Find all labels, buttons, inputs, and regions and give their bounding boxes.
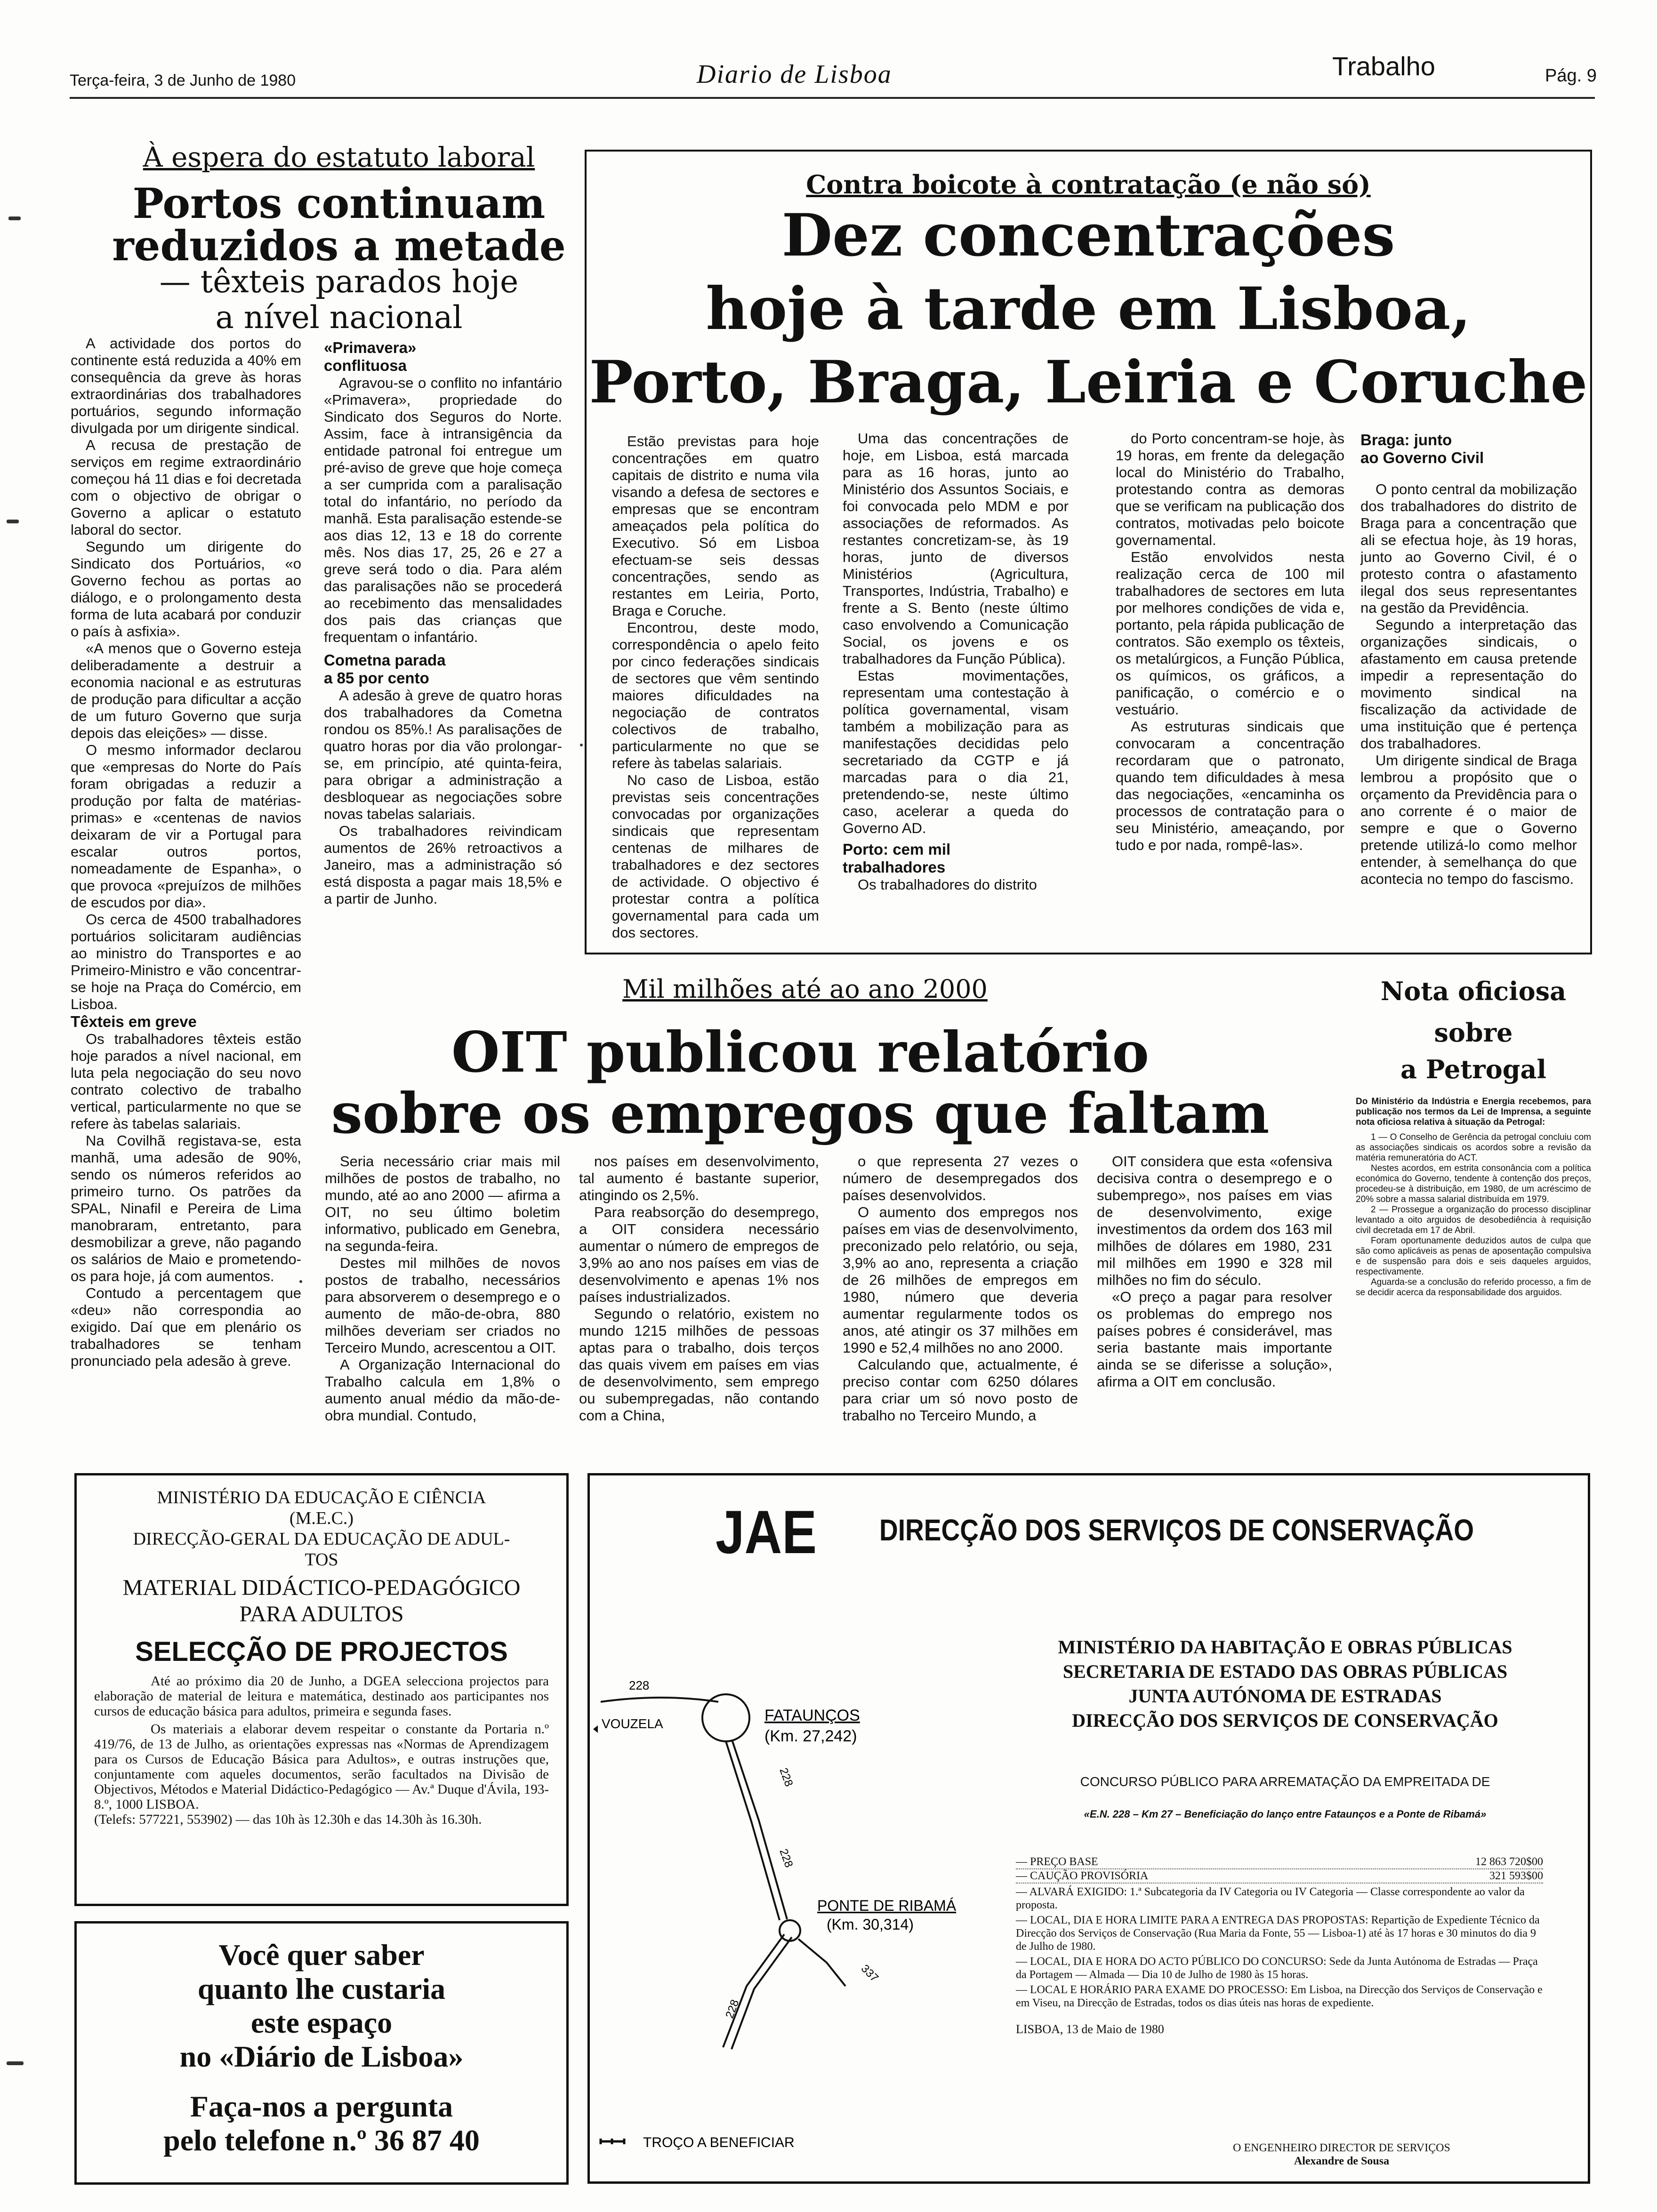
promo-line-4: no «Diário de Lisboa» [179, 2040, 464, 2073]
preco-value: 12 863 720$00 [1475, 1856, 1543, 1868]
jae-obra: «E.N. 228 – Km 27 – Beneficiação do lanço entre Fataunços e a Ponte de Ribamá» [1084, 1808, 1487, 1820]
oit-p: Seria necessário criar mais mil milhões de postos de trabalho, no mundo, até ao ano 2000 — afirma a OIT, no seu último boletim informativo, publicado em Genebra, na segunda-feira. [325, 1153, 560, 1254]
jae-conditions [1016, 1855, 1543, 2036]
portos-p: A recusa de prestação de serviços em regime extraordinário começou há 11 dias e foi decretada com o objectivo de obrigar o Governo a aplicar o estatuto laboral do sector. [71, 437, 301, 538]
road-228-southwest-b [732, 1937, 792, 2049]
page-number: Pág. 9 [1545, 66, 1597, 86]
ponte-node [780, 1920, 800, 1941]
nota-p: Nestes acordos, em estrita consonância com a política económica do Governo, tendente à contenção dos preços, procedeu-se à distribuição, em 1980, de um acréscimo de 20% sobre a massa salarial distribuída em 1979. [1356, 1163, 1591, 1204]
map-arrow-west [593, 1725, 598, 1733]
nota-column [1356, 1097, 1591, 1298]
preco-label: — PREÇO BASE [1016, 1856, 1098, 1868]
map-label-legend: TROÇO A BENEFICIAR [643, 2135, 795, 2150]
map-label-228-c: 228 [777, 1847, 796, 1869]
conc-column-2 [843, 430, 1069, 893]
oit-p: O aumento dos empregos nos países em vias de desenvolvimento, preconizado pelo relatório, ou seja, 3,9% ao ano, representa a criação de 26 milhões de empregos em 1980, número que deveria aumentar regularmente todos os anos, até atingir os 37 milhões em 1990 e 52,4 milhões no ano 2000. [843, 1204, 1078, 1356]
alvara: — ALVARÁ EXIGIDO: 1.ª Subcategoria da IV Categoria ou IV Categoria — Classe correspondente ao valor da proposta. [1016, 1886, 1525, 1911]
jae-logo: JAE [716, 1498, 817, 1566]
nota-p: 2 — Prossegue a organização do processo disciplinar levantado a oito arguidos de desobediência à requisição civil decretada em 17 de Abril. [1356, 1205, 1591, 1235]
map-label-228-a: 228 [629, 1678, 650, 1692]
map-label-vouzela: VOUZELA [602, 1716, 663, 1731]
conc-p: Uma das concentrações de hoje, em Lisboa, está marcada para as 16 horas, junto ao Ministério dos Assuntos Sociais, e foi convocada pelo MDM e por associações de reformados. As restantes concretizam-se, às 19 horas, junto de diversos Ministérios (Agricultura, Transportes, Indústria, Trabalho) e frente a S. Bento (neste último caso envolvendo a Comunicação Social, os jovens e os trabalhadores da Função Pública). [843, 430, 1069, 667]
nota-p: Aguarda-se a conclusão do referido processo, a fim de se decidir acerca da responsabilidade dos arguidos. [1356, 1277, 1591, 1298]
section-name: Trabalho [1332, 51, 1435, 81]
subhead-braga: Braga: junto [1360, 431, 1452, 449]
fatauncos-node [702, 1694, 749, 1741]
road-228-west [601, 1698, 718, 1702]
mec-line-6: PARA ADULTOS [239, 1602, 404, 1627]
sign-name: Alexandre de Sousa [1294, 2155, 1390, 2167]
portos-p: Segundo um dirigente do Sindicato dos Portuários, «o Governo fechou as portas ao diálogo, e o prolongamento desta forma de luta acabará por conduzir o país à asfixia». [71, 538, 301, 640]
map-label-ponte: PONTE DE RIBAMÁ [817, 1897, 957, 1914]
conc-column-3 [1116, 430, 1344, 854]
jae-heading: DIRECÇÃO DOS SERVIÇOS DE CONSERVAÇÃO [879, 1513, 1474, 1547]
subhead-primavera-2: conflituosa [324, 357, 407, 374]
concentracoes-title-3: Porto, Braga, Leiria e Coruche [589, 348, 1588, 417]
promo-line-3: este espaço [250, 2006, 393, 2039]
mec-line-4: TOS [305, 1550, 338, 1570]
mec-p3: (Telefs: 577221, 553902) — das 10h às 12.30h e das 14.30h às 16.30h. [94, 1812, 482, 1827]
portos-p: O mesmo informador declarou que «empresas do Norte do País foram obrigadas a reduzir a produção por falta de matérias-primas» e «centenas de navios deixaram de vir a Portugal para escalar outros portos, nomeadamente de Espanha», o que provoca «prejuízos de milhões de escudos por dia». [71, 742, 301, 911]
oit-column-2 [579, 1153, 819, 1424]
caucao-row [1016, 1869, 1543, 1883]
portos-deck-2: a nível nacional [215, 299, 463, 336]
portos-title-2: reduzidos a metade [112, 221, 566, 270]
portos-p: Os trabalhadores reivindicam aumentos de 26% retroactivos a Janeiro, mas a administração só está disposta a pagar mais 18,5% e a partir de Junho. [324, 823, 562, 907]
subhead-texteis: Têxteis em greve [71, 1013, 197, 1030]
concentracoes-kicker: Contra boicote à contratação (e não só) [806, 169, 1371, 200]
oit-kicker: Mil milhões até ao ano 2000 [622, 974, 988, 1004]
oit-p: A Organização Internacional do Trabalho calcula em 1,8% o aumento anual médio da mão-de-obra mundial. Contudo, [325, 1356, 560, 1424]
scan-speck [8, 216, 21, 220]
promo-line-2: quanto lhe custaria [197, 1972, 446, 2005]
oit-p: Calculando que, actualmente, é preciso contar com 6250 dólares para criar um só novo posto de trabalho no Terceiro Mundo, a [843, 1356, 1078, 1424]
mec-p1: Até ao próximo dia 20 de Junho, a DGEA selecciona projectos para elaboração de material de leitura e matemática, destinado aos participantes nos cursos de educação básica para adultos, primeira e segunda fases. [94, 1674, 549, 1719]
jae-min-4: DIRECÇÃO DOS SERVIÇOS DE CONSERVAÇÃO [1072, 1710, 1498, 1731]
jae-route-map [591, 1657, 968, 2165]
mec-line-3: DIRECÇÃO-GERAL DA EDUCAÇÃO DE ADUL- [133, 1529, 510, 1549]
oit-p: Segundo o relatório, existem no mundo 1215 milhões de pessoas aptas para o trabalho, dois terços das quais vivem em países em vias de desenvolvimento, sem emprego ou subempregadas, não contando com a China, [579, 1306, 819, 1424]
subhead-cometna: Cometna parada [324, 651, 446, 669]
oit-column-4 [1097, 1153, 1332, 1390]
conc-p: Segundo a interpretação das organizações sindicais, o afastamento em causa pretende impedir a representação do movimento sindical na fiscalização da actividade de uma instituição que é pertença dos trabalhadores. [1360, 617, 1577, 752]
conc-p: do Porto concentram-se hoje, às 19 horas, em frente da delegação local do Ministério do Trabalho, protestando contra as demoras que se verificam na publicação dos contratos, motivadas pelo boicote governamental. [1116, 430, 1344, 548]
portos-column-2 [324, 339, 562, 907]
road-337 [798, 1939, 845, 1986]
nota-title-1: Nota oficiosa [1380, 976, 1567, 1006]
conc-column-1 [612, 433, 819, 941]
oit-title-1: OIT publicou relatório [451, 1019, 1150, 1085]
scan-speck [7, 520, 19, 523]
caucao-label: — CAUÇÃO PROVISÓRIA [1016, 1870, 1149, 1882]
jae-concurso: CONCURSO PÚBLICO PARA ARREMATAÇÃO DA EMPREITADA DE [1080, 1774, 1490, 1789]
map-label-337: 337 [858, 1962, 881, 1985]
oit-p: Para reabsorção do desemprego, a OIT considera necessário aumentar o número de empregos de 3,9% ao ano nos países em vias de desenvolvimento e apenas 1% nos países industrializados. [579, 1204, 819, 1305]
nota-intro: Do Ministério da Indústria e Energia recebemos, para publicação nos termos da Lei de Imprensa, a seguinte nota oficiosa relativa à situação da Petrogal: [1356, 1097, 1591, 1127]
portos-p: «A menos que o Governo esteja deliberadamente a destruir a economia nacional e as estruturas de produção para dificultar a acção de um futuro Governo que surja depois das eleições» — disse. [71, 640, 301, 741]
nota-p: Foram oportunamente deduzidos autos de culpa que são como aplicáveis as penas de aposentação compulsiva e de suspensão para dois e seis daqueles arguidos, respectivamente. [1356, 1236, 1591, 1277]
mec-line-5: MATERIAL DIDÁCTICO-PEDAGÓGICO [122, 1575, 521, 1600]
map-label-228-b: 228 [777, 1766, 796, 1788]
sign-title: O ENGENHEIRO DIRECTOR DE SERVIÇOS [1233, 2142, 1450, 2154]
local-3: — LOCAL E HORÁRIO PARA EXAME DO PROCESSO: Em Lisboa, na Direcção dos Serviços de Conservação e em Viseu, na Direcção de Estradas, todos os dias úteis nas horas de expediente. [1016, 1984, 1543, 2009]
map-label-fatauncos-km: (Km. 27,242) [764, 1727, 857, 1745]
subhead-porto-2: trabalhadores [843, 858, 946, 876]
conc-p: Estas movimentações, representam uma contestação à política governamental, visam também a mobilização para as manifestações decididas pelo secretariado da CGTP e já marcadas para o dia 21, pretendendo-se, neste último caso, acelerar a queda do Governo AD. [843, 667, 1069, 836]
map-label-fatauncos: FATAUNÇOS [764, 1707, 860, 1724]
conc-p: Estão previstas para hoje concentrações em quatro capitais de distrito e numa vila visando a defesa de sectores e empresas que se encontram ameaçados pela política do Executivo. Só em Lisboa efectuam-se seis dessas concentrações, sendo as restantes em Leiria, Porto, Braga e Coruche. [612, 433, 819, 619]
portos-p: A actividade dos portos do continente está reduzida a 40% em consequência da greve às horas extraordinárias dos trabalhadores portuários, segundo informação divulgada por um dirigente sindical. [71, 335, 301, 436]
oit-column-1 [325, 1153, 560, 1424]
oit-p: Destes mil milhões de novos postos de trabalho, necessários para absorverem o desemprego e o aumento de mão-de-obra, 880 milhões deveriam ser criados no Terceiro Mundo, acrescentou a OIT. [325, 1255, 560, 1356]
masthead-date: Terça-feira, 3 de Junho de 1980 [70, 72, 296, 89]
conc-p: No caso de Lisboa, estão previstas seis concentrações convocadas por organizações sindicais que representam centenas de milhares de trabalhadores e dez sectores de actividade. O objectivo é protestar contra a política governamental para cada um dos sectores. [612, 772, 819, 941]
local-1: — LOCAL, DIA E HORA LIMITE PARA A ENTREGA DAS PROPOSTAS: Repartição de Expediente Técnico da Direcção dos Serviços de Conservação (Rua Maria da Fonte, 55 — Lisboa-1) até às 17 horas e 30 minutos do dia 9 de Julho de 1980. [1016, 1914, 1540, 1953]
oit-title-2: sobre os empregos que faltam [331, 1081, 1270, 1146]
conc-p: As estruturas sindicais que convocaram a concentração recordaram que o patronato, quando tem dificuldades à mesa das negociações, «encaminha os processos de contratação para o seu Ministério, ameaçando, por tudo e por nada, rompê-las». [1116, 718, 1344, 853]
mec-p2: Os materiais a elaborar devem respeitar o constante da Portaria n.º 419/76, de 13 de Julho, as orientações expressas nas «Normas de Aprendizagem para os Cursos de Educação Básica para Adultos», e outras instruções que, conjuntamente com aqueles documentos, serão facultados na Divisão de Objectivos, Métodos e Material Didáctico-Pedagógico — Av.ª Duque d'Ávila, 193-8.º, 1000 LISBOA. [94, 1722, 549, 1812]
oit-p: OIT considera que esta «ofensiva decisiva contra o desemprego e o subemprego», nos países em vias de desenvolvimento, exige investimentos da ordem dos 163 mil milhões de dólares em 1980, 231 mil milhões em 1990 e 328 mil milhões no fim do século. [1097, 1153, 1332, 1288]
mec-title: SELECÇÃO DE PROJECTOS [135, 1636, 508, 1667]
mec-line-1: MINISTÉRIO DA EDUCAÇÃO E CIÊNCIA [157, 1488, 486, 1507]
conc-p: Encontrou, deste modo, correspondência o apelo feito por cinco federações sindicais de sectores que vêm sentindo maiores dificuldades na negociação de contratos colectivos de trabalho, particularmente no que se refere às tabelas salariais. [612, 619, 819, 771]
jae-signature [1153, 2141, 1530, 2168]
concentracoes-title-2: hoje à tarde em Lisboa, [706, 275, 1471, 343]
preco-row [1016, 1855, 1543, 1869]
oit-p: «O preço a pagar para resolver os problemas do emprego nos países pobres é considerável, mas seria bastante mais importante ainda se se diferisse a solução», afirma a OIT em conclusão. [1097, 1289, 1332, 1390]
road-228-south-b [732, 1741, 787, 1919]
subhead-braga-2: ao Governo Civil [1360, 449, 1484, 466]
portos-p: Na Covilhã registava-se, esta manhã, uma adesão de 90%, sendo os números referidos ao primeiro turno. Os patrões da SPAL, Ninafil e Pereira de Lima manobraram, entretanto, para desmobilizar a greve, não pagando os salários de Maio e prometendo-os para hoje, já com aumentos. [71, 1132, 301, 1284]
portos-p: A adesão à greve de quatro horas dos trabalhadores da Cometna rondou os 85%.! As paralisações de quatro horas por dia vão prolongar-se, em princípio, até quinta-feira, para obrigar a administração a desbloquear as negociações sobre novas tabelas salariais. [324, 687, 562, 822]
jae-min-2: SECRETARIA DE ESTADO DAS OBRAS PÚBLICAS [1062, 1661, 1508, 1682]
mec-ad-content [94, 1487, 549, 1827]
jae-date: LISBOA, 13 de Maio de 1980 [1016, 2022, 1164, 2036]
promo-line-5: Faça-nos a pergunta [190, 2090, 453, 2123]
conc-column-4 [1360, 431, 1577, 888]
conc-p: Os trabalhadores do distrito [858, 876, 1037, 893]
portos-deck-1: — têxteis parados hoje [159, 264, 519, 300]
jae-ministry-block [1007, 1635, 1563, 1733]
promo-line-6: pelo telefone n.º 36 87 40 [163, 2124, 480, 2157]
subhead-cometna-2: a 85 por cento [324, 669, 429, 687]
oit-p: o que representa 27 vezes o número de desempregados dos países desenvolvidos. [843, 1153, 1078, 1203]
portos-title-1: Portos continuam [132, 179, 546, 228]
nota-title-3: a Petrogal [1400, 1054, 1546, 1084]
local-2: — LOCAL, DIA E HORA DO ACTO PÚBLICO DO CONCURSO: Sede da Junta Autónoma de Estradas — Praça da Portagem — Almada — Dia 10 de Julho de 1980 às 15 horas. [1016, 1956, 1538, 1981]
portos-p: Os cerca de 4500 trabalhadores portuários solicitaram audiências ao ministro do Transportes e ao Primeiro-Ministro e vão concentrar-se hoje na Praça do Comércio, em Lisboa. [71, 911, 301, 1012]
conc-p: O ponto central da mobilização dos trabalhadores do distrito de Braga para a concentração que ali se efectua hoje, às 19 horas, junto ao Governo Civil, é o protesto contra o afastamento ilegal dos seus representantes na gestão da Previdência. [1360, 481, 1577, 616]
portos-p: Os trabalhadores têxteis estão hoje parados a nível nacional, em luta pela negociação do seu novo contrato colectivo de trabalho vertical, particularmente no que se refere às tabelas salariais. [71, 1031, 301, 1132]
oit-column-3 [843, 1153, 1078, 1424]
scan-speck [580, 744, 583, 746]
portos-p: Contudo a percentagem que «deu» não correspondia ao exigido. Daí que em plenário os trabalhadores se tenham pronunciado pela adesão à greve. [71, 1285, 301, 1369]
nota-p: 1 — O Conselho de Gerência da petrogal concluiu com as associações sindicais os acordos sobre a revisão da matéria remuneratória do ACT. [1356, 1132, 1591, 1163]
promo-line-1: Você quer saber [218, 1938, 425, 1972]
caucao-value: 321 593$00 [1489, 1870, 1543, 1882]
conc-p: Estão envolvidos nesta realização cerca de 100 mil trabalhadores de sectores em luta por melhores condições de vida e, portanto, pela rápida publicação de contratos. São exemplo os têxteis, os metalúrgicos, a Função Pública, os químicos, os gráficos, a panificação, o comércio e o vestuário. [1116, 549, 1344, 718]
mec-line-2: (M.E.C.) [289, 1508, 354, 1528]
jae-min-3: JUNTA AUTÓNOMA DE ESTRADAS [1128, 1685, 1442, 1707]
map-label-228-d: 228 [723, 1998, 742, 2020]
oit-p: nos países em desenvolvimento, tal aumento é bastante superior, atingindo os 2,5%. [579, 1153, 819, 1203]
scan-speck [299, 1280, 302, 1283]
concentracoes-title-1: Dez concentrações [781, 201, 1395, 270]
portos-kicker: À espera do estatuto laboral [143, 141, 535, 173]
masthead-paper: Diario de Lisboa [697, 60, 892, 89]
promo-ad-content [80, 1938, 563, 2157]
scan-speck [7, 2061, 24, 2065]
jae-min-1: MINISTÉRIO DA HABITAÇÃO E OBRAS PÚBLICAS [1058, 1636, 1512, 1658]
conc-p: Um dirigente sindical de Braga lembrou a propósito que o orçamento da Previdência para o ano corrente é o maior de sempre e que o Governo pretende utilizá-lo como melhor entender, à semelhança do que acontecia no tempo do fascismo. [1360, 752, 1577, 887]
masthead-rule [70, 97, 1595, 99]
subhead-porto: Porto: cem mil [843, 841, 951, 858]
portos-p: Agravou-se o conflito no infantário «Primavera», propriedade do Sindicato dos Seguros do Norte. Assim, face à intransigência da entidade patronal foi entregue um pré-aviso de greve que hoje começa a ser cumprida com a paralisação total do infantário, no período da manhã. Esta paralisação estende-se aos dias 12, 13 e 18 do corrente mês. Nos dias 17, 25, 26 e 27 a greve será todo o dia. Para além das paralisações não se procederá ao recebimento das mensalidades dos pais das crianças que frequentam o infantário. [324, 375, 562, 645]
portos-column-1 [71, 335, 301, 1370]
map-label-ponte-km: (Km. 30,314) [827, 1916, 914, 1933]
map-legend-mark [601, 2139, 624, 2144]
road-228-south [726, 1741, 780, 1920]
nota-title-2: sobre [1434, 1018, 1513, 1048]
subhead-primavera: «Primavera» [324, 339, 417, 356]
